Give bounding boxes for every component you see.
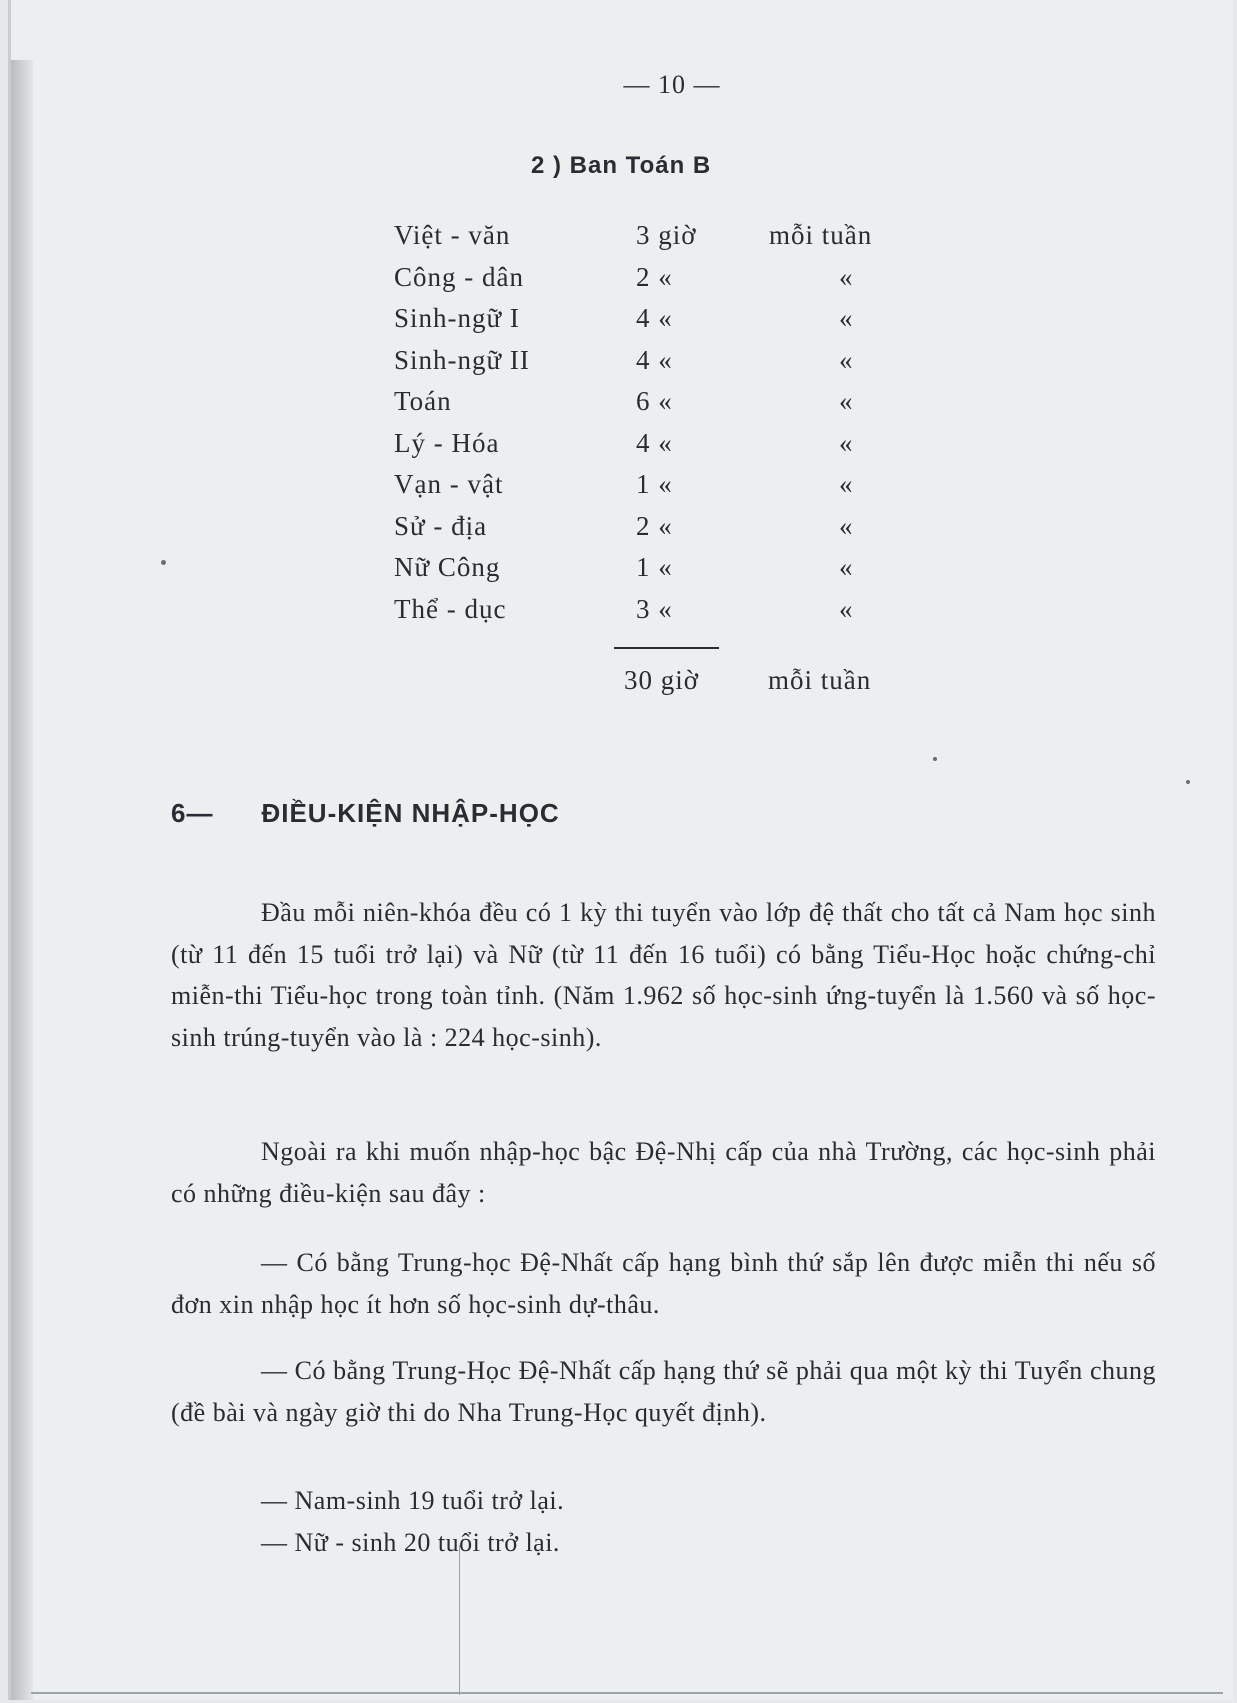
- ink-speck: [933, 757, 937, 761]
- ink-speck: [1186, 780, 1190, 784]
- section-heading: [171, 798, 560, 829]
- schedule-per: «: [839, 344, 854, 375]
- document-page: [8, 0, 1233, 1700]
- schedule-per: «: [839, 386, 854, 416]
- schedule-hours: 4 «: [636, 344, 673, 375]
- page-number: — 10 —: [623, 70, 721, 99]
- schedule-subject: Sinh-ngữ II: [394, 344, 530, 375]
- schedule-per: «: [839, 469, 854, 499]
- condition-male-age: — Nam-sinh 19 tuổi trở lại.: [261, 1486, 565, 1515]
- schedule-subject: Vạn - vật: [394, 469, 504, 499]
- paragraph-upper-cycle: Ngoài ra khi muốn nhập-học bậc Đệ-Nhị cấp của nhà Trường, các học-sinh phải có những điều-kiện sau đây :: [171, 1137, 1156, 1208]
- schedule-per: «: [839, 510, 854, 541]
- schedule-hours: 4 «: [636, 427, 673, 458]
- schedule-per: «: [839, 261, 854, 292]
- paragraph-condition-exempt: — Có bằng Trung-học Đệ-Nhất cấp hạng bình thứ sắp lên được miễn thi nếu số đơn xin nhập học ít hơn số học-sinh dự-thâu.: [171, 1248, 1156, 1319]
- condition-female-age: — Nữ - sinh 20 tuổi trở lại.: [261, 1528, 560, 1557]
- heading-title: ĐIỀU-KIỆN NHẬP-HỌC: [261, 798, 560, 828]
- schedule-hours: 2 «: [636, 510, 673, 541]
- schedule-per: «: [839, 593, 854, 624]
- total-rule: [614, 647, 719, 649]
- schedule-per: «: [839, 427, 854, 458]
- paragraph-entrance-exam: Đầu mỗi niên-khóa đều có 1 kỳ thi tuyển vào lớp đệ thất cho tất cả Nam học sinh (từ 11 đến 15 tuổi trở lại) và Nữ (từ 11 đến 16 tuổi) có bằng Tiểu-Học hoặc chứng-chỉ miễn-thi Tiểu-học trong toàn tỉnh. (Năm 1.962 số học-sinh ứng-tuyển là 1.560 và số học-sinh trúng-tuyển vào là : 224 học-sinh).: [171, 898, 1156, 1052]
- schedule-per: «: [839, 303, 854, 333]
- schedule-subject: Lý - Hóa: [394, 427, 500, 458]
- schedule-hours: 2 «: [636, 261, 673, 292]
- paper-scratch: [459, 1545, 460, 1695]
- schedule-hours: 1 «: [636, 552, 673, 582]
- schedule-subject: Sử - địa: [394, 510, 488, 541]
- page-bottom-edge: [31, 1692, 1223, 1694]
- schedule-subject: Thể - dục: [394, 593, 507, 624]
- schedule-hours: 1 «: [636, 469, 673, 499]
- schedule-hours: 3 giờ: [636, 220, 697, 250]
- total-per: mỗi tuần: [768, 665, 872, 695]
- heading-number: 6—: [171, 798, 214, 828]
- ink-speck: [161, 560, 166, 565]
- schedule-subject: Việt - văn: [394, 220, 511, 250]
- page-edge-shadow: [11, 60, 33, 1700]
- schedule-hours: 3 «: [636, 593, 673, 624]
- schedule-hours: 4 «: [636, 303, 673, 333]
- paragraph-condition-exam: — Có bằng Trung-Học Đệ-Nhất cấp hạng thứ sẽ phải qua một kỳ thi Tuyển chung (đề bài và ngày giờ thi do Nha Trung-Học quyết định).: [171, 1356, 1156, 1427]
- schedule-per: «: [839, 552, 854, 582]
- schedule-subject: Toán: [394, 386, 452, 416]
- schedule-subject: Sinh-ngữ I: [394, 303, 520, 333]
- schedule-per: mỗi tuần: [769, 220, 873, 250]
- total-hours: 30 giờ: [624, 665, 700, 695]
- schedule-subject: Công - dân: [394, 261, 524, 292]
- schedule-hours: 6 «: [636, 386, 673, 416]
- schedule-subject: Nữ Công: [394, 552, 501, 582]
- section-title: 2 ) Ban Toán B: [531, 152, 712, 179]
